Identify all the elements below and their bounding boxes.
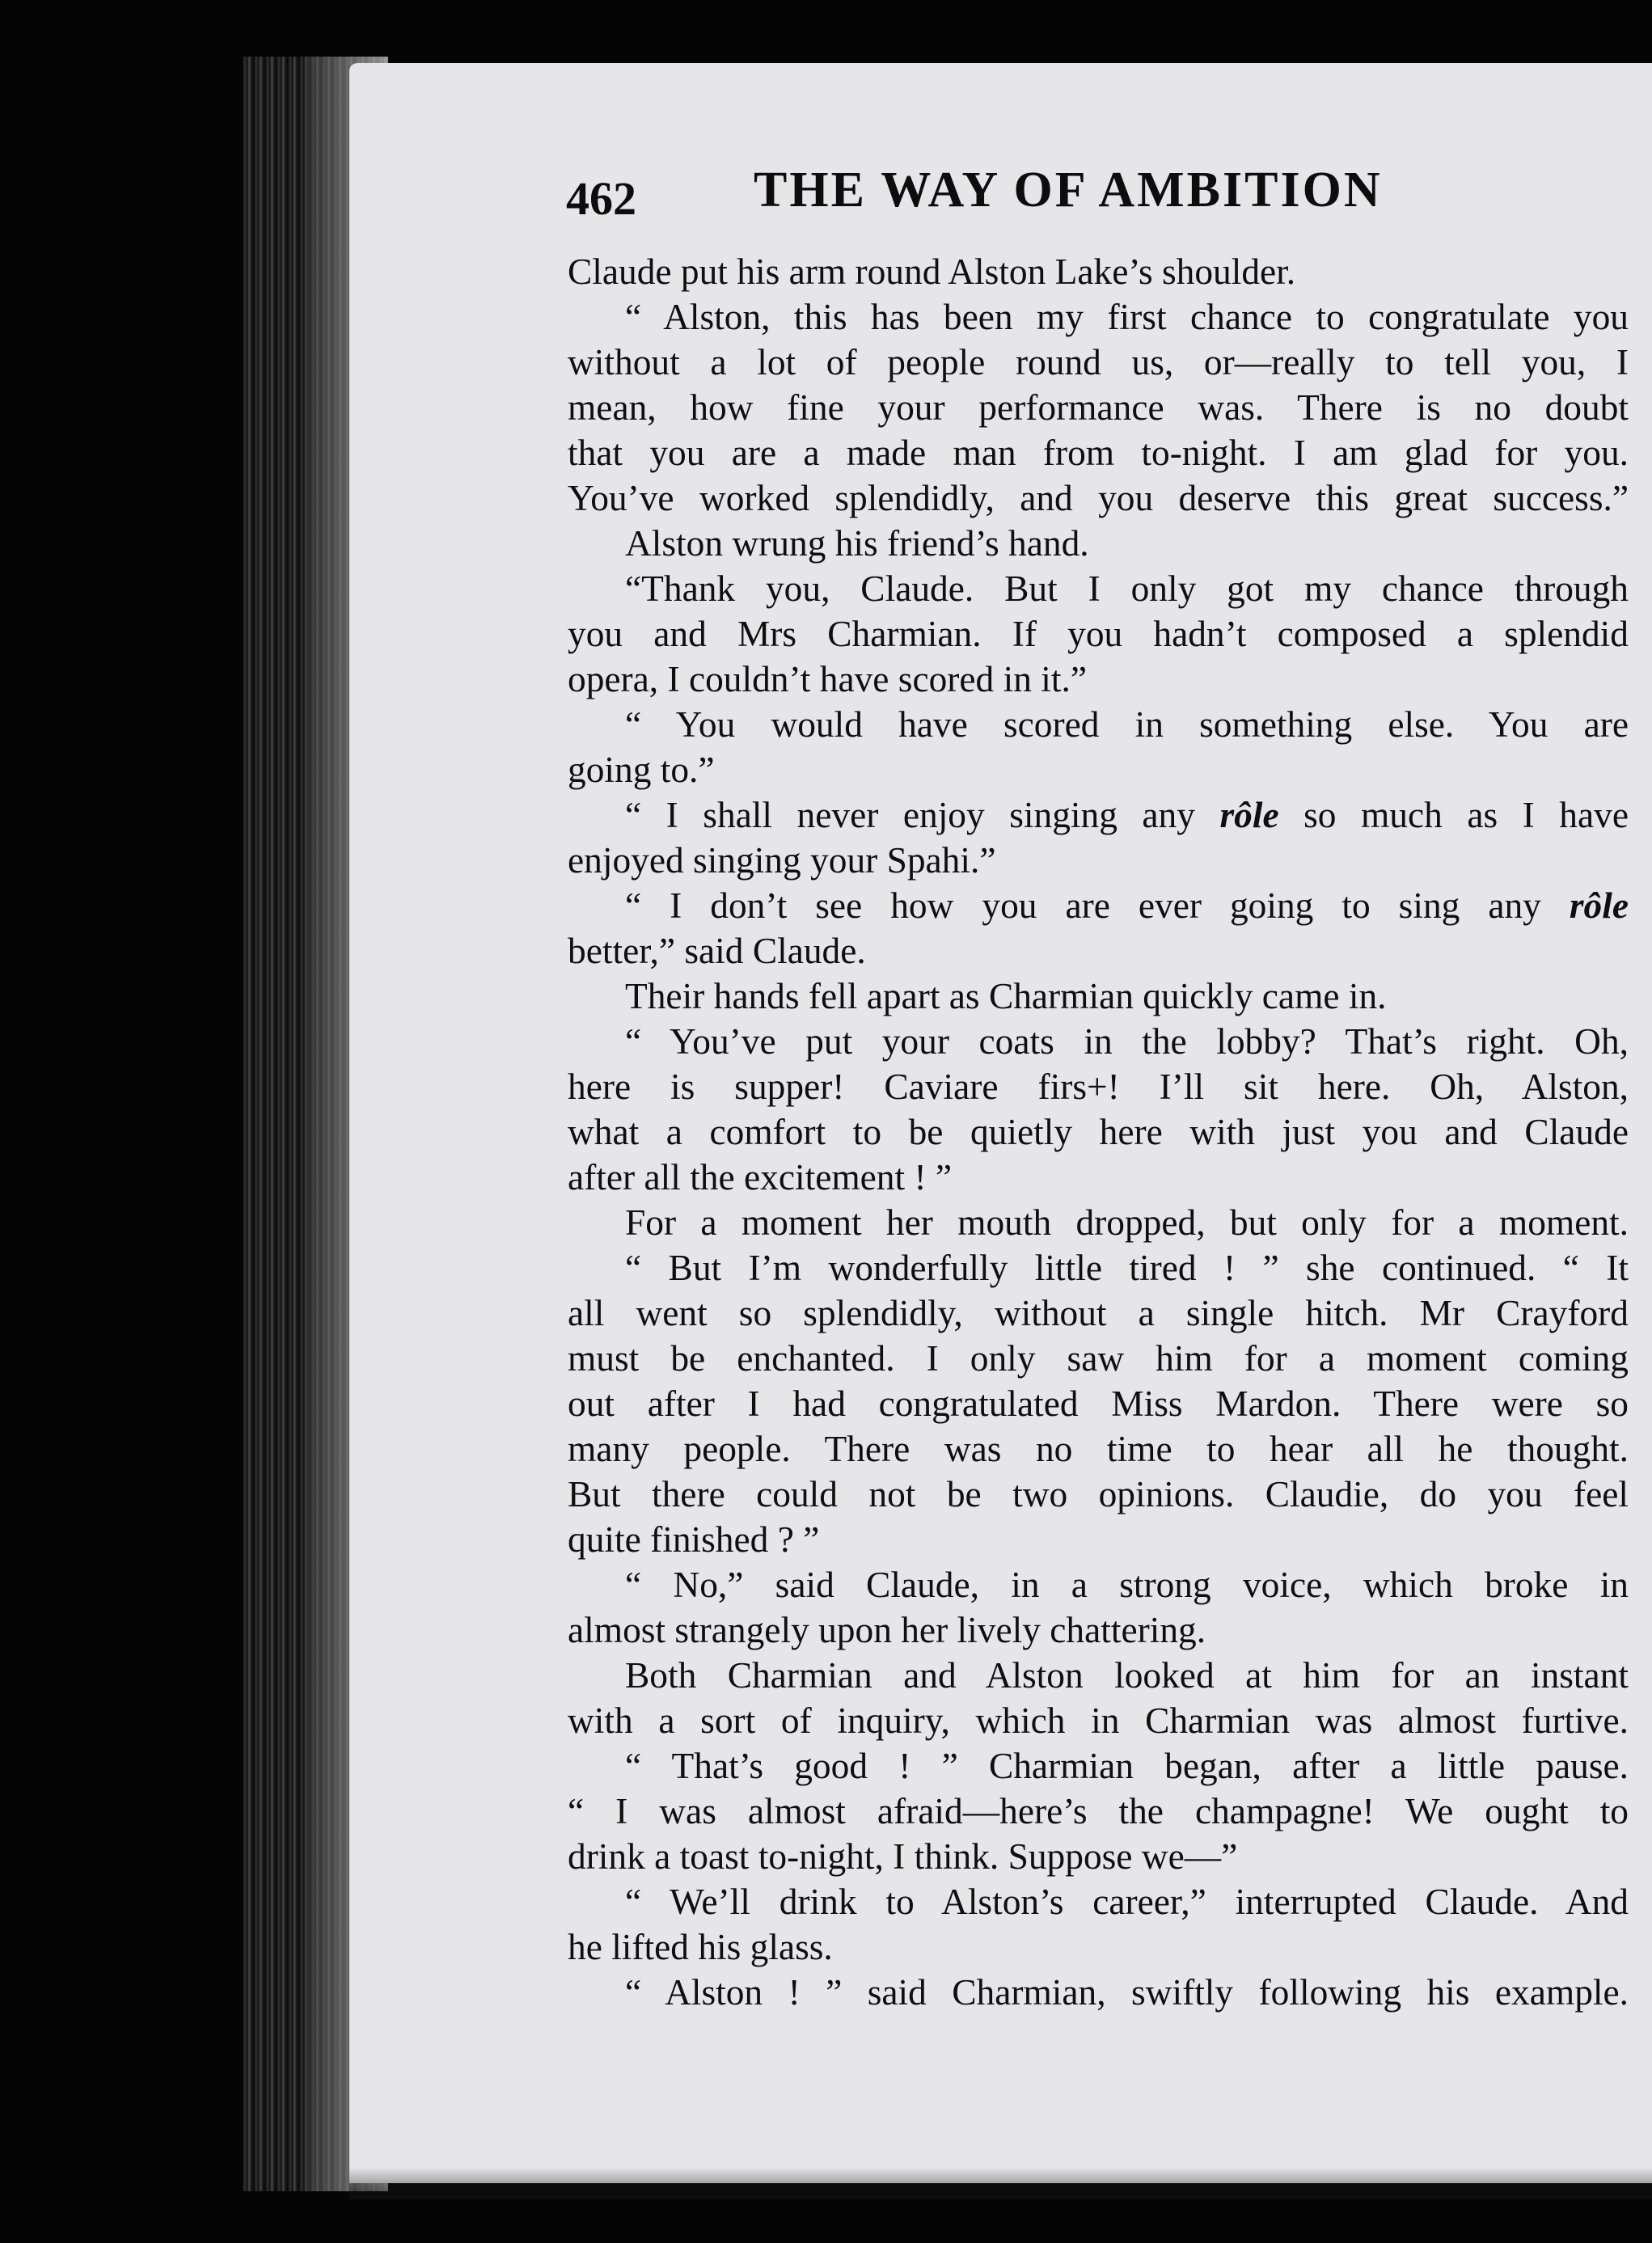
text-line: Claude put his arm round Alston Lake’s shoulder. (568, 251, 1296, 292)
page-number: 462 (566, 172, 636, 225)
text-line: mean, how fine your performance was. There is no doubt (568, 387, 1629, 428)
text-line: without a lot of people round us, or—really to tell you, I (568, 342, 1629, 382)
text-line: here is supper! Caviare firs+! I’ll sit here. Oh, Alston, (568, 1067, 1629, 1107)
text-line: “ Alston ! ” said Charmian, swiftly following his example. (625, 1972, 1629, 2013)
text-line: enjoyed singing your Spahi.” (568, 840, 996, 881)
text-line: You’ve worked splendidly, and you deserve this great success.” (568, 478, 1629, 518)
text-line: better,” said Claude. (568, 931, 866, 971)
text-line: But there could not be two opinions. Claudie, do you feel (568, 1474, 1629, 1514)
text-line: going to.” (568, 750, 715, 790)
page-header (566, 162, 1617, 234)
text-line: what a comfort to be quietly here with just you and Claude (568, 1112, 1629, 1152)
text-line: you and Mrs Charmian. If you hadn’t composed a splendid (568, 614, 1629, 654)
text-line: “ You would have scored in something else. You are (625, 704, 1629, 745)
text-line: almost strangely upon her lively chattering. (568, 1610, 1206, 1650)
text-line: “ Alston, this has been my first chance to congratulate you (625, 297, 1629, 337)
text-line: Their hands fell apart as Charmian quickly came in. (625, 976, 1387, 1016)
text-line: “ That’s good ! ” Charmian began, after a little pause. (625, 1746, 1629, 1786)
italic-word: rôle (1569, 885, 1629, 926)
italic-word: rôle (1219, 795, 1279, 835)
text-line: “ I was almost afraid—here’s the champagne! We ought to (568, 1791, 1629, 1831)
text-line: “ I shall never enjoy singing any rôle so much as I have (625, 795, 1629, 835)
text-line: Both Charmian and Alston looked at him for an instant (625, 1655, 1629, 1696)
text-line: out after I had congratulated Miss Mardon. There were so (568, 1383, 1629, 1424)
text-line: drink a toast to-night, I think. Suppose we—” (568, 1836, 1238, 1877)
text-line: “Thank you, Claude. But I only got my chance through (625, 568, 1629, 609)
running-title: THE WAY OF AMBITION (754, 163, 1383, 218)
text-line: Alston wrung his friend’s hand. (625, 523, 1089, 564)
text-line: For a moment her mouth dropped, but only for a moment. (625, 1202, 1629, 1243)
page-bottom-shadow (349, 2167, 1652, 2199)
body-text (568, 249, 1629, 2015)
text-line: many people. There was no time to hear all he thought. (568, 1429, 1629, 1469)
text-line: “ No,” said Claude, in a strong voice, which broke in (625, 1565, 1629, 1605)
text-line: with a sort of inquiry, which in Charmian was almost furtive. (568, 1700, 1629, 1741)
text-line: quite finished ? ” (568, 1519, 820, 1560)
text-line: “ You’ve put your coats in the lobby? That’s right. Oh, (625, 1021, 1629, 1062)
text-line: he lifted his glass. (568, 1927, 833, 1967)
text-line: “ I don’t see how you are ever going to sing any rôle (625, 885, 1629, 926)
text-line: must be enchanted. I only saw him for a moment coming (568, 1338, 1629, 1379)
text-line: “ We’ll drink to Alston’s career,” interrupted Claude. And (625, 1882, 1629, 1922)
text-line: that you are a made man from to-night. I am glad for you. (568, 433, 1629, 473)
text-line: opera, I couldn’t have scored in it.” (568, 659, 1087, 699)
text-line: after all the excitement ! ” (568, 1157, 953, 1198)
text-line: “ But I’m wonderfully little tired ! ” she continued. “ It (625, 1248, 1629, 1288)
text-line: all went so splendidly, without a single hitch. Mr Crayford (568, 1293, 1629, 1333)
